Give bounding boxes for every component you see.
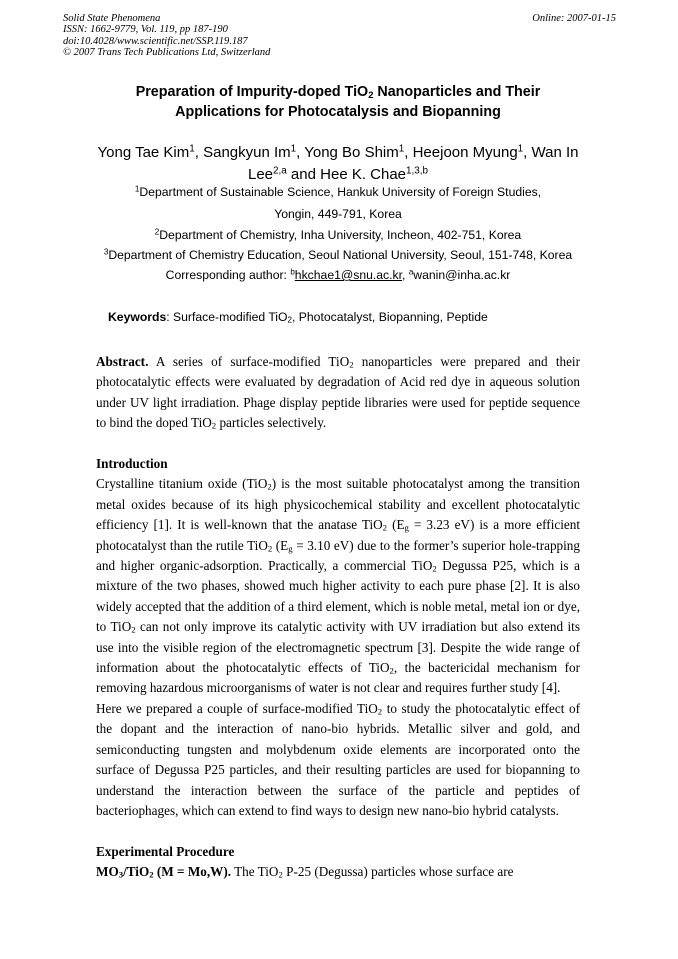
affiliation-2: $^2$Department of Chemistry, Inha University, Incheon, 402-751, Korea bbox=[154, 227, 522, 242]
section-heading-experimental: Experimental Procedure bbox=[96, 843, 235, 859]
journal-copyright: © 2007 Trans Tech Publications Ltd, Switzerland bbox=[63, 47, 271, 59]
journal-issn: ISSN: 1662-9779, Vol. 119, pp 187-190 bbox=[63, 24, 228, 36]
author: Heejoon Myung bbox=[412, 144, 518, 161]
author: Sangkyun Im bbox=[203, 144, 291, 161]
author: Yong Bo Shim bbox=[304, 144, 399, 161]
journal-doi: doi:10.4028/www.scientific.net/SSP.119.187 bbox=[63, 35, 248, 47]
section-heading-introduction: Introduction bbox=[96, 456, 168, 472]
author: Hee K. Chae bbox=[320, 165, 407, 183]
email-link[interactable]: wanin@inha.ac.kr bbox=[413, 268, 511, 282]
author-list: Yong Tae Kim$^1$, Sangkyun Im$^1$, Yong Bo Shim$^1$, Heejoon Myung$^1$, Wan In Lee$^{2,a}$ and Hee K. Chae$^{1,3,b}$ bbox=[97, 143, 579, 183]
introduction-paragraph-1: Crystalline titanium oxide (TiO$_2$) is the most suitable photocatalyst among the transition metal oxides because of its high physicochemical stability and excellent photocatalytic efficiency [1]. It is well-known that the anatase TiO$_2$ ($E_g = 3.23$ eV) is a more efficient photocatalyst than the rutile TiO$_2$ ($E_g = 3.10$ eV) due to the former’s superior hole-trapping and higher organic-adsorption. Practically, a commercial TiO$_2$ Degussa P25, which is a mixture of the two phases, showed much higher activity to each pure phase [2]. It is also widely accepted that the addition of a third element, which is noble metal, metal ion or dye, to TiO$_2$ can not only improve its catalytic activity with UV irradiation but also extend its use into the visible region of the electromagnetic spectrum [3]. Despite the wide range of information about the photocatalytic effects of TiO$_2$, the bactericidal mechanism for removing hazardous microorganisms of water is not clear and requires further study [4]. bbox=[96, 476, 580, 696]
online-date: Online: 2007-01-15 bbox=[532, 13, 616, 24]
affiliation-1: $^1$Department of Sustainable Science, Hankuk University of Foreign Studies, bbox=[134, 184, 542, 199]
experimental-paragraph: $MO_3/TiO_2$ (M = Mo,W). The TiO$_2$ P-25 (Degussa) particles whose surface are bbox=[96, 864, 514, 880]
journal-header bbox=[63, 13, 270, 59]
email-link[interactable]: hkchae1@snu.ac.kr bbox=[294, 268, 403, 282]
affiliation-3: $^3$Department of Chemistry Education, Seoul National University, Seoul, 151-748, Korea bbox=[103, 247, 573, 262]
paper-body bbox=[96, 352, 580, 883]
keywords-line: Keywords: Surface-modified TiO$_2$, Photocatalyst, Biopanning, Peptide bbox=[108, 310, 488, 325]
author: Wan In Lee bbox=[248, 144, 579, 183]
abstract-paragraph: Abstract. A series of surface-modified TiO$_2$ nanoparticles were prepared and their photocatalytic effects were evaluated by degradation of Acid red dye in aqueous solution under UV light irradiation. Phage display peptide libraries were used for peptide sequence to bind the doped TiO$_2$ particles selectively. bbox=[96, 354, 580, 431]
journal-name: Solid State Phenomena bbox=[63, 13, 161, 24]
author: Yong Tae Kim bbox=[97, 144, 190, 161]
paper-title: Preparation of Impurity-doped TiO$_2$ Nanoparticles and Their Applications for Photocatalysis and Biopanning bbox=[135, 84, 541, 120]
corresponding-author: Corresponding author: $^b$hkchae1@snu.ac.kr, $^a$wanin@inha.ac.kr bbox=[165, 267, 511, 282]
affiliation-1-city: Yongin, 449-791, Korea bbox=[274, 207, 402, 221]
introduction-paragraph-2: Here we prepared a couple of surface-modified TiO$_2$ to study the photocatalytic effect of the dopant and the interaction of nano-bio hybrids. Metallic silver and gold, and semiconducting tungsten and molybdenum oxide elements are incorporated onto the surface of Degussa P25 particles, and their resulting particles are used for biopanning to understand the interaction between the surface of the particle and peptides of bacteriophages, which can extend to find ways to design new nano-bio hybrid catalysts. bbox=[96, 700, 580, 818]
